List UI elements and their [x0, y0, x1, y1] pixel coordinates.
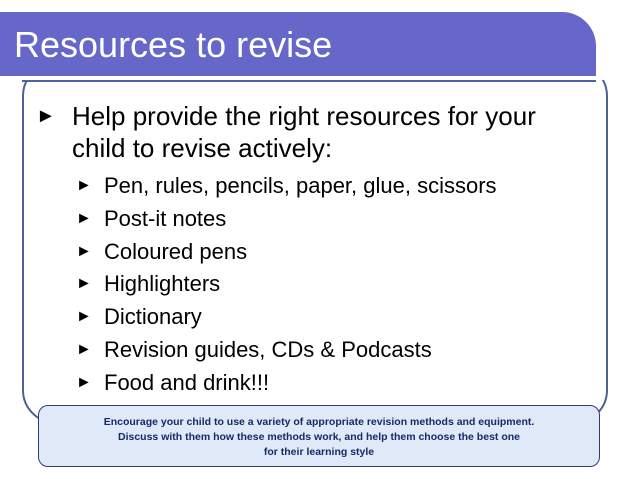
- list-item-text: Revision guides, CDs & Podcasts: [104, 336, 432, 362]
- list-item-text: Post-it notes: [104, 205, 227, 231]
- list-item: [76, 170, 497, 203]
- bullet-arrow-icon: ►: [76, 340, 92, 358]
- main-bullet-text: Help provide the right resources for your child to revise actively:: [72, 101, 536, 163]
- main-bullet: [36, 100, 596, 164]
- callout-line: Encourage your child to use a variety of appropriate revision methods and equipment.: [103, 416, 535, 428]
- list-item: [76, 236, 497, 269]
- bullet-arrow-icon: ►: [76, 209, 92, 227]
- advice-callout: [38, 405, 600, 467]
- callout-line: for their learning style: [263, 446, 375, 458]
- bullet-arrow-icon: ►: [76, 242, 92, 260]
- list-item: [76, 301, 497, 334]
- list-item: [76, 268, 497, 301]
- bullet-arrow-icon: ►: [76, 373, 92, 391]
- bullet-arrow-icon: ►: [76, 308, 92, 326]
- list-item: [76, 367, 497, 400]
- list-item: [76, 334, 497, 367]
- list-item-text: Coloured pens: [104, 238, 248, 264]
- slide-title: Resources to revise: [14, 24, 333, 65]
- callout-line: Discuss with them how these methods work, and help them choose the best one: [118, 431, 520, 443]
- list-item-text: Highlighters: [104, 271, 221, 297]
- list-item: [76, 203, 497, 236]
- bullet-arrow-icon: ►: [36, 105, 56, 127]
- list-item-text: Food and drink!!!: [104, 369, 270, 395]
- bullet-arrow-icon: ►: [76, 177, 92, 194]
- resource-list: [76, 170, 497, 400]
- bullet-arrow-icon: ►: [76, 275, 92, 293]
- list-item-text: Pen, rules, pencils, paper, glue, scissors: [104, 173, 497, 198]
- list-item-text: Dictionary: [104, 304, 202, 330]
